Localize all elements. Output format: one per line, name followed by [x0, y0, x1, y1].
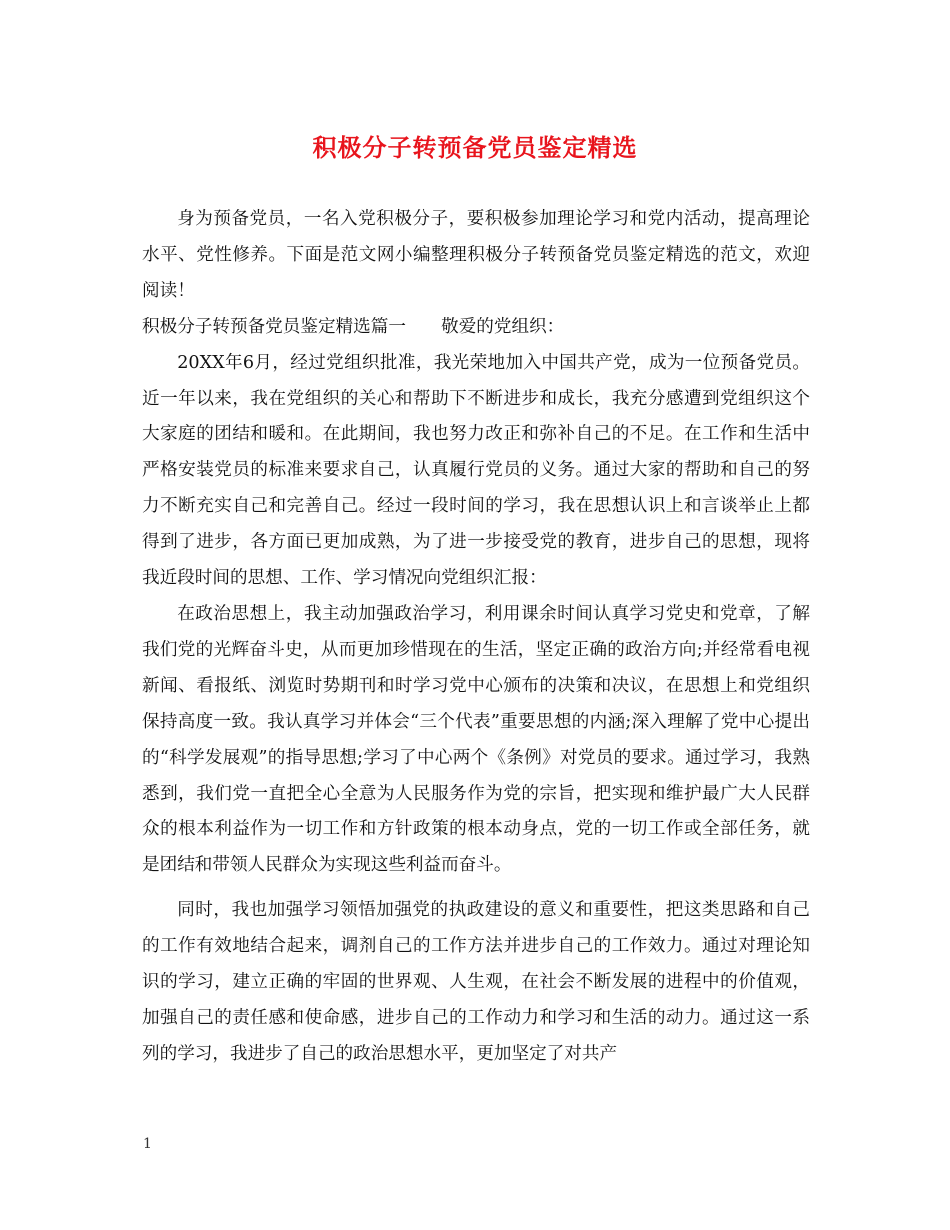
- body-paragraph-3: 同时，我也加强学习领悟加强党的执政建设的意义和重要性，把这类思路和自己的工作有效地结合起来，调剂自己的工作方法并进步自己的工作效力。通过对理论知识的学习，建立正确的牢固的世界观、人生观，在社会不断发展的进程中的价值观，加强自己的责任感和使命感，进步自己的工作动力和学习和生活的动力。通过这一系列的学习，我进步了自己的政治思想水平，更加坚定了对共产: [142, 900, 810, 1064]
- section-heading: 积极分子转预备党员鉴定精选篇一 敬爱的党组织：: [142, 316, 565, 337]
- page-number: 1: [143, 1136, 152, 1152]
- document-title: 积极分子转预备党员鉴定精选: [312, 133, 638, 162]
- body-paragraph-1: 20XX年6月，经过党组织批准，我光荣地加入中国共产党，成为一位预备党员。近一年以来，我在党组织的关心和帮助下不断进步和成长，我充分感遭到党组织这个大家庭的团结和暖和。在此期间，我也努力改正和弥补自己的不足。在工作和生活中严格安装党员的标准来要求自己，认真履行党员的义务。通过大家的帮助和自己的努力不断充实自己和完善自己。经过一段时间的学习，我在思想认识上和言谈举止上都得到了进步，各方面已更加成熟，为了进一步接受党的教育，进步自己的思想，现将我近段时间的思想、工作、学习情况向党组织汇报：: [142, 352, 810, 589]
- document-body: [142, 202, 810, 1073]
- body-paragraph-2: 在政治思想上，我主动加强政治学习，利用课余时间认真学习党史和党章，了解我们党的光辉奋斗史，从而更加珍惜现在的生活，坚定正确的政治方向;并经常看电视新闻、看报纸、浏览时势期刊和时学习党中心颁布的决策和决议，在思想上和党组织保持高度一致。我认真学习并体会“三个代表”重要思想的内涵;深入理解了党中心提出的“科学发展观”的指导思想;学习了中心两个《条例》对党员的要求。通过学习，我熟悉到，我们党一直把全心全意为人民服务作为党的宗旨，把实现和维护最广大人民群众的根本利益作为一切工作和方针政策的根本动身点，党的一切工作或全部任务，就是团结和带领人民群众为实现这些利益而奋斗。: [142, 603, 810, 876]
- intro-paragraph: 身为预备党员，一名入党积极分子，要积极参加理论学习和党内活动，提高理论水平、党性修养。下面是范文网小编整理积极分子转预备党员鉴定精选的范文，欢迎阅读！: [142, 209, 810, 301]
